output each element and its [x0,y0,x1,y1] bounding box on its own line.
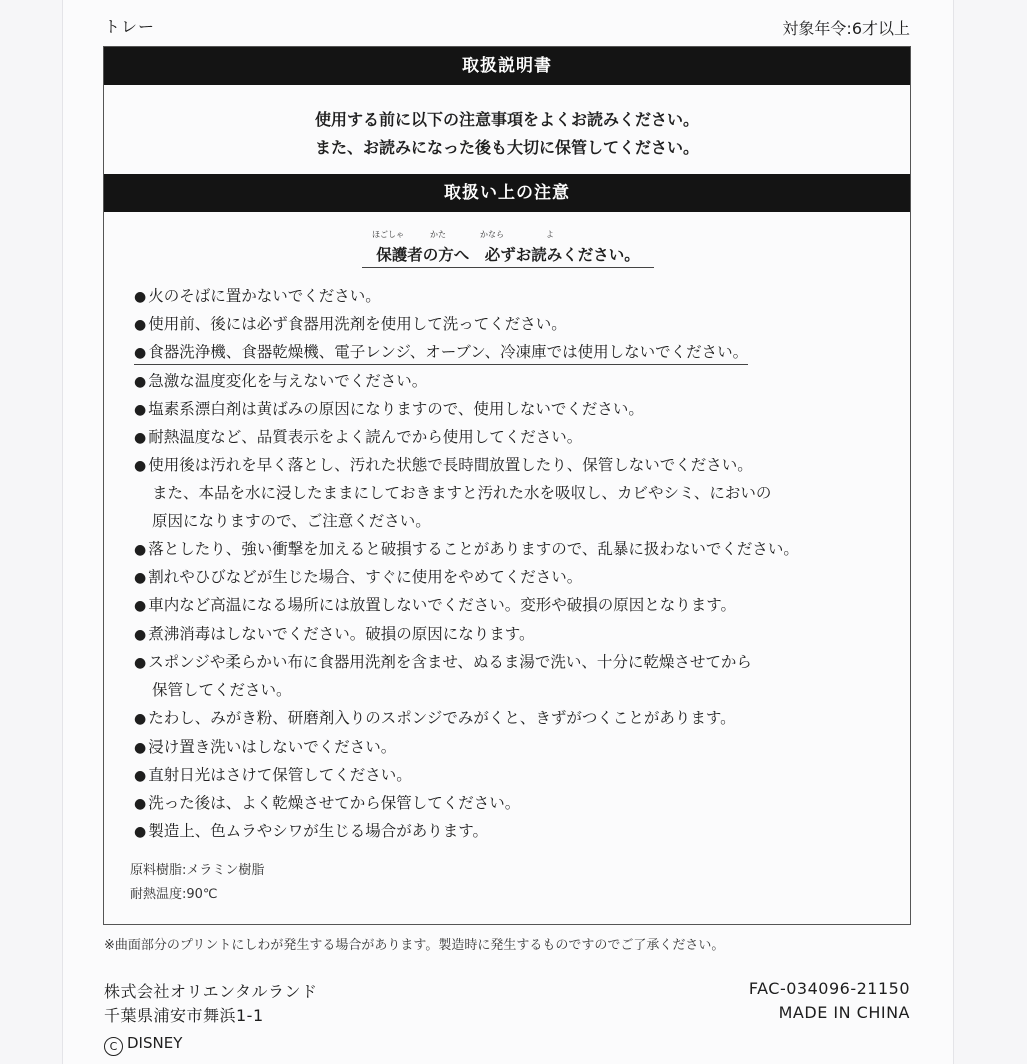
copyright-holder: DISNEY [127,1034,183,1052]
caution-item: ● 製造上、色ムラやシワが生じる場合があります。 [134,822,488,840]
caution-item: ● 割れやひびなどが生じた場合、すぐに使用をやめてください。 [134,568,583,586]
caution-item-continued: また、本品を水に浸したままにしておきますと汚れた水を吸収し、カビやシミ、においの [152,484,772,502]
manual-title: 取扱説明書 [104,47,910,85]
caution-item: ● 洗った後は、よく乾燥させてから保管してください。 [134,794,521,812]
caution-item: ● 塩素系漂白剤は黄ばみの原因になりますので、使用しないでください。 [134,400,644,418]
ruby-kanara: かなら [480,230,504,239]
bullet: ● [134,627,147,643]
caution-item: ● たわし、みがき粉、研磨剤入りのスポンジでみがくと、きずがつくことがあります。 [134,709,736,727]
copyright [104,1034,182,1056]
ruby-hogosha: ほごしゃ [372,230,404,239]
caution-item-continued: 原因になりますので、ご注意ください。 [152,512,431,530]
bullet: ● [134,317,147,333]
bullet: ● [134,458,147,474]
caution-item: ● 火のそばに置かないでください。 [134,287,381,305]
caution-item: ● 使用前、後には必ず食器用洗剤を使用して洗ってください。 [134,315,567,333]
caution-item-highlighted: ● 食器洗浄機、食器乾燥機、電子レンジ、オーブン、冷凍庫では使用しないでください。 [134,340,748,365]
ruby-kata: かた [430,230,446,239]
company-address: 千葉県浦安市舞浜1-1 [104,1006,264,1025]
precautions-title: 取扱い上の注意 [104,174,910,212]
bullet: ● [134,740,147,756]
bullet: ● [134,430,147,446]
bullet: ● [134,374,147,390]
ruby-yo: よ [546,230,554,239]
bullet: ● [134,402,147,418]
bullet: ● [134,768,147,784]
heat-resistance-spec: 耐熱温度:90℃ [130,887,218,902]
caution-item: ● 急激な温度変化を与えないでください。 [134,372,428,390]
intro-line-1: 使用する前に以下の注意事項をよくお読みください。 [314,110,699,129]
country-of-origin: MADE IN CHINA [778,1003,910,1022]
instructions-frame [103,46,911,925]
caution-item: ● スポンジや柔らかい布に食器用洗剤を含ませ、ぬるま湯で洗い、十分に乾燥させてから [134,653,752,671]
bullet: ● [134,570,147,586]
bullet: ● [134,796,147,812]
product-name: トレー [104,17,156,36]
print-note: ※曲面部分のプリントにしわが発生する場合があります。製造時に発生するものですのでご了承ください。 [104,938,725,953]
product-code: FAC-034096-21150 [748,979,910,998]
company-name: 株式会社オリエンタルランド [104,982,318,1001]
bullet: ● [134,345,147,361]
caution-item: ● 直射日光はさけて保管してください。 [134,766,412,784]
caution-item: ● 耐熱温度など、品質表示をよく読んでから使用してください。 [134,428,583,446]
caution-item: ● 煮沸消毒はしないでください。破損の原因になります。 [134,625,535,643]
copyright-icon: C [104,1037,123,1056]
caution-item-continued: 保管してください。 [152,681,292,699]
bullet: ● [134,711,147,727]
bullet: ● [134,542,147,558]
caution-item: ● 使用後は汚れを早く落とし、汚れた状態で長時間放置したり、保管しないでください。 [134,456,753,474]
bullet: ● [134,598,147,614]
bullet: ● [134,289,147,305]
caution-item: ● 車内など高温になる場所には放置しないでください。変形や破損の原因となります。 [134,596,736,614]
caution-item: ● 落としたり、強い衝撃を加えると破損することがありますので、乱暴に扱わないでください。 [134,540,799,558]
guardian-note: 保護者の方へ 必ずお読みください。 [362,243,654,268]
caution-item: ● 浸け置き洗いはしないでください。 [134,738,397,756]
bullet: ● [134,655,147,671]
target-age: 対象年令:6才以上 [782,19,910,38]
material-spec: 原料樹脂:メラミン樹脂 [130,863,265,878]
bullet: ● [134,824,147,840]
intro-line-2: また、お読みになった後も大切に保管してください。 [314,138,699,157]
